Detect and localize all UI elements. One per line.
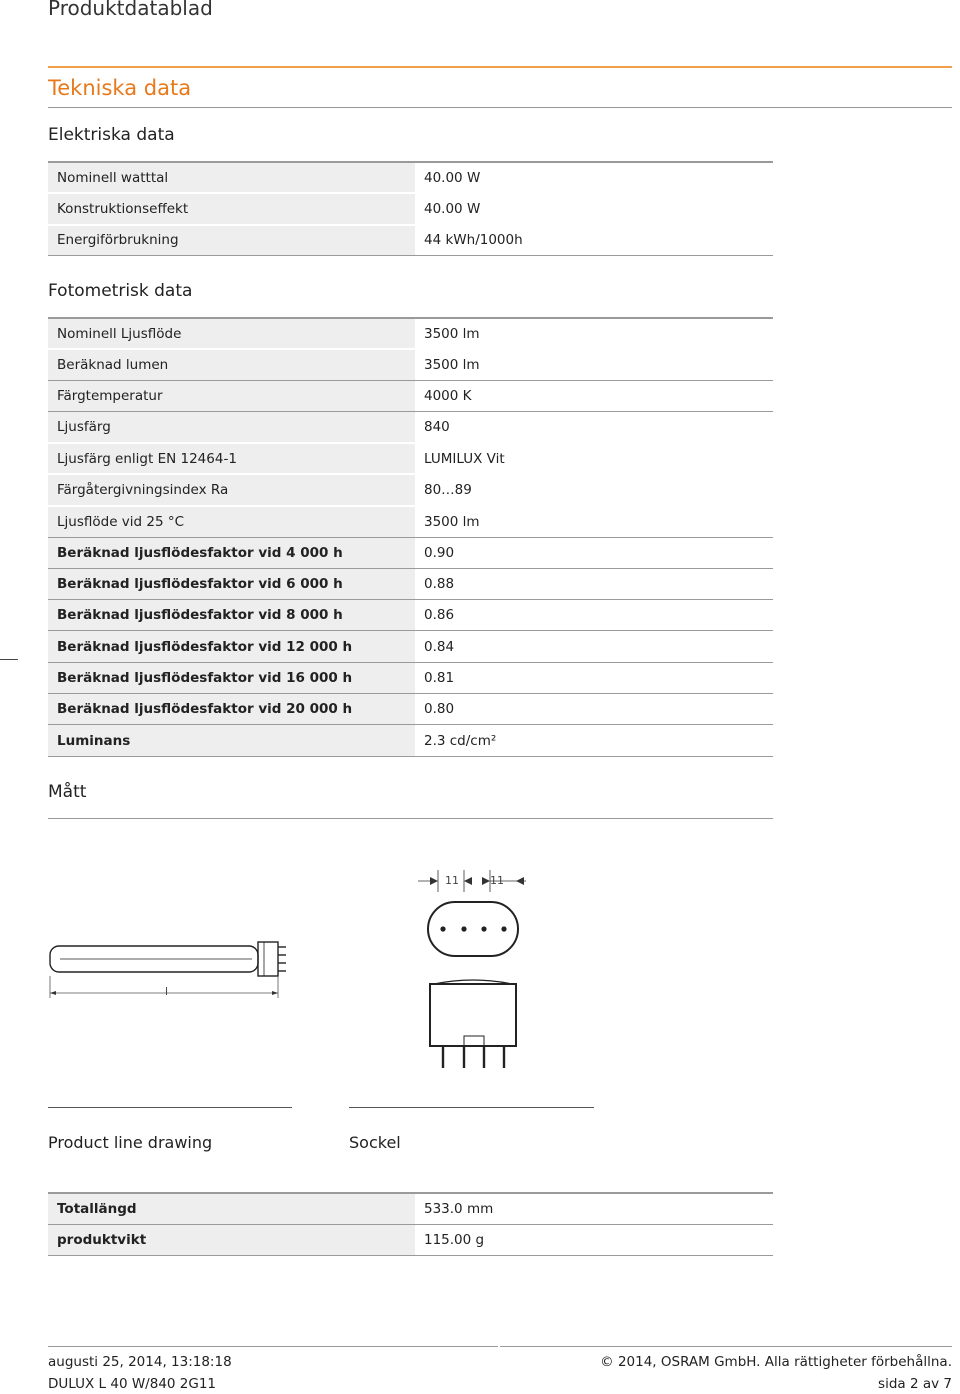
- row-value: 840: [415, 412, 773, 443]
- row-value: 3500 lm: [415, 318, 773, 349]
- row-value: 0.90: [415, 537, 773, 568]
- row-value: 3500 lm: [415, 506, 773, 537]
- footer-page-number: sida 2 av 7: [878, 1376, 952, 1392]
- table-row: [48, 537, 773, 568]
- caption-socket: Sockel: [349, 1133, 401, 1152]
- length-label: l: [165, 985, 169, 998]
- row-value: LUMILUX Vit: [415, 443, 773, 474]
- row-label: Beräknad ljusflödesfaktor vid 16 000 h: [48, 662, 415, 693]
- row-value: 0.80: [415, 694, 773, 725]
- photometric-table: [48, 317, 773, 757]
- row-label: Beräknad ljusflödesfaktor vid 20 000 h: [48, 694, 415, 725]
- row-label: Färgtemperatur: [48, 381, 415, 412]
- row-value: 3500 lm: [415, 349, 773, 380]
- table-row: [48, 694, 773, 725]
- caption-rule-socket: [349, 1107, 594, 1108]
- socket-dimension-2: 11: [490, 874, 504, 887]
- row-label: Färgåtergivningsindex Ra: [48, 474, 415, 505]
- photometric-heading: Fotometrisk data: [48, 281, 193, 301]
- row-value: 0.84: [415, 631, 773, 662]
- footer-rule-right: [500, 1346, 952, 1347]
- row-label: Beräknad ljusflödesfaktor vid 4 000 h: [48, 537, 415, 568]
- row-value: 115.00 g: [415, 1224, 773, 1255]
- margin-mark: [0, 659, 18, 660]
- section-title: Tekniska data: [48, 76, 192, 100]
- row-value: 40.00 W: [415, 162, 773, 193]
- row-value: 2.3 cd/cm²: [415, 725, 773, 756]
- table-row: [48, 225, 773, 256]
- product-line-drawing: [44, 936, 304, 1006]
- table-row: [48, 506, 773, 537]
- document-title: Produktdatablad: [48, 0, 213, 20]
- table-row: [48, 1193, 773, 1224]
- table-row: [48, 412, 773, 443]
- row-label: Luminans: [48, 725, 415, 756]
- row-value: 4000 K: [415, 381, 773, 412]
- table-row: [48, 725, 773, 756]
- electrical-heading: Elektriska data: [48, 125, 175, 145]
- table-row: [48, 662, 773, 693]
- caption-product-drawing: Product line drawing: [48, 1133, 213, 1152]
- table-row: [48, 631, 773, 662]
- table-row: [48, 349, 773, 380]
- row-value: 80…89: [415, 474, 773, 505]
- row-label: Beräknad ljusflödesfaktor vid 6 000 h: [48, 568, 415, 599]
- row-label: Ljusfärg enligt EN 12464-1: [48, 443, 415, 474]
- header-divider: [48, 66, 952, 68]
- row-label: Ljusflöde vid 25 °C: [48, 506, 415, 537]
- row-label: Nominell watttal: [48, 162, 415, 193]
- row-value: 40.00 W: [415, 193, 773, 224]
- footer-rule-left: [48, 1346, 498, 1347]
- socket-drawing: [410, 862, 540, 1072]
- dimensions-divider: [48, 818, 773, 819]
- footer-timestamp: augusti 25, 2014, 13:18:18: [48, 1354, 232, 1370]
- row-label: Beräknad ljusflödesfaktor vid 12 000 h: [48, 631, 415, 662]
- row-label: Beräknad ljusflödesfaktor vid 8 000 h: [48, 600, 415, 631]
- row-value: 0.81: [415, 662, 773, 693]
- row-value: 44 kWh/1000h: [415, 225, 773, 256]
- dimensions-heading: Mått: [48, 782, 87, 802]
- section-divider: [48, 107, 952, 108]
- row-value: 533.0 mm: [415, 1193, 773, 1224]
- footer-product: DULUX L 40 W/840 2G11: [48, 1376, 217, 1392]
- dimensions-table: [48, 1192, 773, 1256]
- row-label: Totallängd: [48, 1193, 415, 1224]
- table-row: [48, 318, 773, 349]
- row-label: Beräknad lumen: [48, 349, 415, 380]
- table-row: [48, 381, 773, 412]
- socket-dimension-1: 11: [445, 874, 459, 887]
- row-label: produktvikt: [48, 1224, 415, 1255]
- table-row: [48, 600, 773, 631]
- table-row: [48, 568, 773, 599]
- footer-copyright: © 2014, OSRAM GmbH. Alla rättigheter förbehållna.: [600, 1354, 952, 1370]
- row-value: 0.86: [415, 600, 773, 631]
- electrical-table: [48, 161, 773, 256]
- row-label: Konstruktionseffekt: [48, 193, 415, 224]
- table-row: [48, 162, 773, 193]
- caption-rule-product: [48, 1107, 292, 1108]
- table-row: [48, 1224, 773, 1255]
- row-value: 0.88: [415, 568, 773, 599]
- row-label: Ljusfärg: [48, 412, 415, 443]
- table-row: [48, 193, 773, 224]
- row-label: Nominell Ljusflöde: [48, 318, 415, 349]
- table-row: [48, 474, 773, 505]
- table-row: [48, 443, 773, 474]
- row-label: Energiförbrukning: [48, 225, 415, 256]
